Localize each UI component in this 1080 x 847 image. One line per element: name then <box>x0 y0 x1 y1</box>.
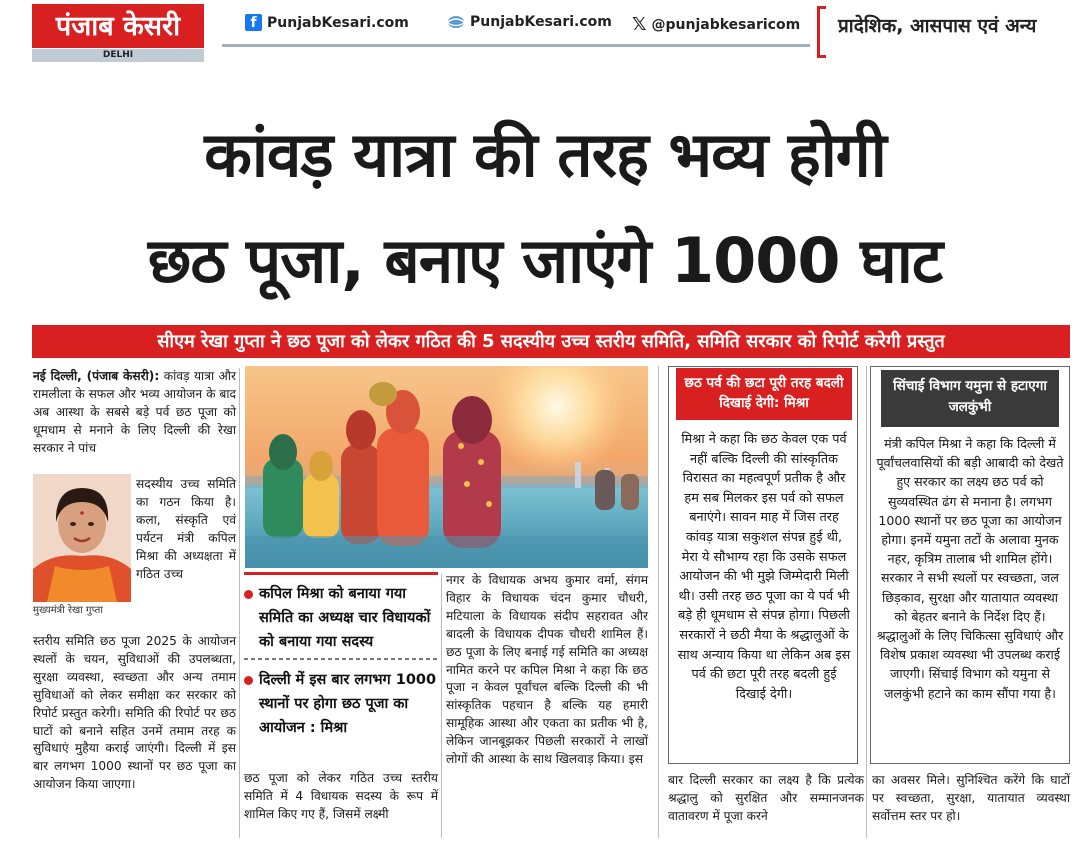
bullet-divider <box>244 658 438 660</box>
article-text-col4: बार दिल्ली सरकार का लक्ष्य है कि प्रत्येक श्रद्धालु को सुरक्षित और सम्मानजनक वातावरण में पूजा करने <box>668 773 864 823</box>
article-intro-text: कांवड़ यात्रा और रामलीला के सफल और भव्य आयोजन के बाद अब आस्था के सबसे बड़े पर्व छठ पूजा को धूमधाम से मनाने के लिए दिल्ली की रेखा सरकार ने पांच <box>33 369 237 455</box>
subheadline: सीएम रेखा गुप्ता ने छठ पूजा को लेकर गठित की 5 सदस्यीय उच्च स्तरीय समिति, समिति सरकार को रिपोर्ट करेगी प्रस्तुत <box>32 325 1070 358</box>
article-text-wrap: सदस्यीय उच्च समिति का गठन किया है। कला, संस्कृति एवं पर्यटन मंत्री कपिल मिश्रा की अध्यक्षता में गठित उच्च <box>136 477 236 581</box>
article-text-col1: स्तरीय समिति छठ पूजा 2025 के आयोजन स्थलों के चयन, सुविधाओं की उपलब्धता, सुरक्षा व्यवस्था, स्वच्छता और अन्य तमाम सुविधाओं को लेकर समीक्षा कर सरकार को रिपोर्ट प्रस्तुत करेगी। समिति की रिपोर्ट पर छठ घाटों को बनाने सहित उनमें तमाम तरह क सुविधाएं मुहैया कराई जाएंगी। दिल्ली में इस बार लगभग 1000 स्थानों पर छठ पूजा का आयोजन किया जाएगा। <box>33 634 236 792</box>
column-divider <box>239 368 240 838</box>
website-handle-text: PunjabKesari.com <box>470 14 612 30</box>
header-divider <box>222 44 810 47</box>
key-point-1-text: कपिल मिश्रा को बनाया गया समिति का अध्यक्ष चार विधायकों को बनाया गया सदस्य <box>259 586 431 650</box>
facebook-handle <box>245 14 409 31</box>
sidebar-box-irrigation-title: सिंचाई विभाग यमुना से हटाएगा जलकुंभी <box>881 370 1059 427</box>
x-logo-icon: 𝕏 <box>632 14 647 35</box>
facebook-handle-text: PunjabKesari.com <box>267 14 409 31</box>
section-label: प्रादेशिक, आसपास एवं अन्य <box>838 15 1037 37</box>
bullet-icon <box>244 590 253 599</box>
twitter-handle-text: @punjabkesaricom <box>651 16 801 33</box>
column-divider <box>658 366 659 838</box>
section-bracket <box>817 6 826 58</box>
article-intro <box>33 368 236 458</box>
column-divider <box>866 366 867 838</box>
masthead <box>0 0 1080 62</box>
dateline: नई दिल्ली, (पंजाब केसरी): <box>33 369 160 383</box>
sidebar-box-mishra-title: छठ पर्व की छटा पूरी तरह बदली दिखाई देगी: मिश्रा <box>676 368 852 420</box>
article-text-col5: का अवसर मिले। सुनिश्चित करेंगे कि घाटों पर स्वच्छता, सुरक्षा, यातायात व्यवस्था सर्वोत्तम स्तर पर हो। <box>872 773 1070 823</box>
key-point-2-text: दिल्ली में इस बार लगभग 1000 स्थानों पर होगा छठ पूजा का आयोजन : मिश्रा <box>259 672 437 736</box>
key-points <box>244 574 438 740</box>
article-text-col3: नगर के विधायक अभय कुमार वर्मा, संगम विहार के विधायक चंदन कुमार चौधरी, मटियाला के विधायक संदीप सहरावत और बादली के विधायक दीपक चौधरी शामिल हैं। छठ पूजा के लिए बनाई गई समिति का अध्यक्ष नामित करने पर कपिल मिश्रा ने कहा कि छठ पूजा न केवल पूर्वांचल बल्कि दिल्ली की भी सांस्कृतिक पहचान है बल्कि यह हमारी सामूहिक आस्था और एकता का प्रतीक भी है, लेकिन जानबूझकर पिछली सरकारों ने लाखों लोगों की आस्था के साथ खिलवाड़ किया। इस <box>446 573 648 767</box>
key-point-2 <box>244 668 438 740</box>
globe-icon <box>447 14 465 30</box>
key-point-1 <box>244 582 438 654</box>
facebook-icon: f <box>245 14 262 31</box>
logo-text: पंजाब केसरी <box>55 11 181 42</box>
edition-label: DELHI <box>32 49 204 62</box>
chhath-puja-photo <box>245 366 648 568</box>
website-handle <box>447 14 612 30</box>
sidebar-box-irrigation-text: मंत्री कपिल मिश्रा ने कहा कि दिल्ली में पूर्वांचलवासियों की बड़ी आबादी को देखते हुए सरकार का लक्ष्य छठ पर्व को सुव्यवस्थित ढंग से मनाना है। लगभग 1000 स्थानों पर छठ पूजा का आयोजन होगा। इनमें यमुना तटों के अलावा मुनक नहर, कृत्रिम तालाब भी शामिल होंगे। सरकार ने सभी स्थलों पर स्वच्छता, जल छिड़काव, सुरक्षा और यातायात व्यवस्था को बेहतर बनाने के निर्देश दिए हैं। श्रद्धालुओं के लिए चिकित्सा सुविधाएं और विशेष प्रकाश व्यवस्था भी उपलब्ध कराई जाएगी। सिंचाई विभाग को यमुना से जलकुंभी हटाने का काम सौंपा गया है। <box>876 436 1064 701</box>
article-text-col2: छठ पूजा को लेकर गठित उच्च स्तरीय समिति में 4 विधायक सदस्य के रूप में शामिल किए गए हैं, जिसमें लक्ष्मी <box>244 771 438 821</box>
headline-line-2: छठ पूजा, बनाए जाएंगे 1000 घाट <box>147 224 943 297</box>
portrait-photo <box>33 474 131 602</box>
portrait-caption: मुख्यमंत्री रेखा गुप्ता <box>33 605 103 616</box>
headline <box>20 102 1070 314</box>
bullet-icon <box>244 676 253 685</box>
sidebar-box-mishra-text: मिश्रा ने कहा कि छठ केवल एक पर्व नहीं बल्कि दिल्ली की सांस्कृतिक विरासत का महत्वपूर्ण प्रतीक है और हम सब मिलकर इस पर्व को सफल बनाएंगे। सावन माह में जिस तरह कांवड़ यात्रा सकुशल संपन्न हुई थी, मेरा ये सौभाग्य रहा कि उसके सफल आयोजन की भी मुझे जिम्मेदारी मिली थी। उसी तरह छठ पूजा का ये पर्व भी बड़े ही धूमधाम से संपन्न होगा। पिछली सरकारों ने छठी मैया के श्रद्धालुओं के साथ अन्याय किया था लेकिन अब इस पर्व की छटा पूरी तरह बदली हुई दिखाई देगी। <box>677 432 851 702</box>
twitter-handle <box>632 14 800 35</box>
headline-line-1: कांवड़ यात्रा की तरह भव्य होगी <box>204 118 886 191</box>
column-divider <box>441 574 442 838</box>
newspaper-logo <box>32 4 204 48</box>
